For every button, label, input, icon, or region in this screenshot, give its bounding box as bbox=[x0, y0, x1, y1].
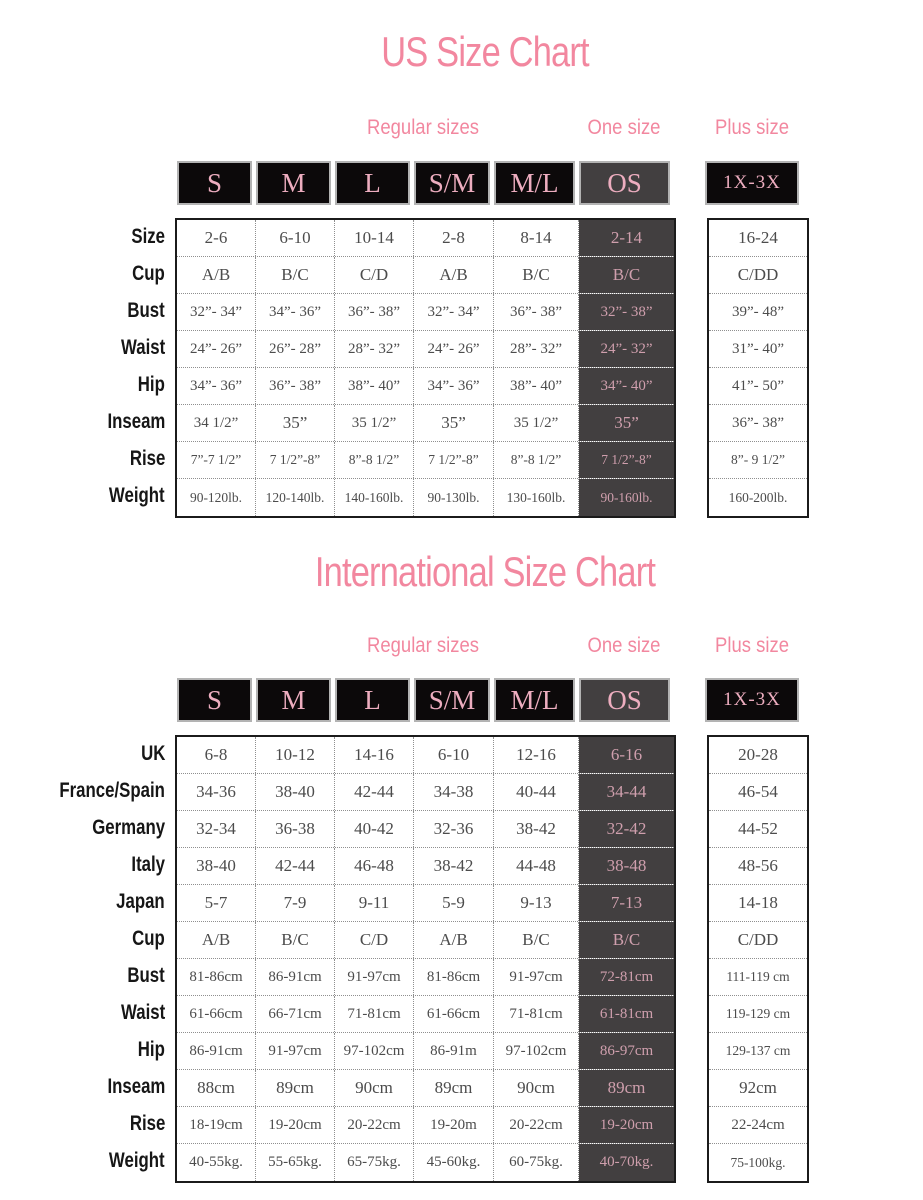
cell-inseam-os: 35” bbox=[579, 405, 674, 441]
cell-inseam-s-m: 35” bbox=[414, 405, 494, 441]
table-row bbox=[177, 1070, 674, 1107]
row-label-cup bbox=[30, 255, 175, 292]
cell-weight-l: 140-160lb. bbox=[335, 479, 414, 516]
column-header-1x-3x: 1X-3X bbox=[705, 678, 799, 722]
cell-japan-1x-3x: 14-18 bbox=[709, 885, 807, 922]
cell-inseam-l: 90cm bbox=[335, 1070, 414, 1106]
main-size-table bbox=[175, 735, 676, 1183]
column-header-m: M bbox=[256, 161, 331, 205]
cell-cup-1x-3x: C/DD bbox=[709, 257, 807, 294]
cell-bust-1x-3x: 111-119 cm bbox=[709, 959, 807, 996]
row-label-bust bbox=[30, 957, 175, 994]
cell-uk-l: 14-16 bbox=[335, 737, 414, 773]
cell-rise-m: 19-20cm bbox=[256, 1107, 335, 1143]
cell-size-s: 2-6 bbox=[177, 220, 256, 256]
cell-uk-m: 10-12 bbox=[256, 737, 335, 773]
one-size-label: One size bbox=[587, 634, 661, 657]
cell-waist-1x-3x: 31”- 40” bbox=[709, 331, 807, 368]
cell-bust-os: 72-81cm bbox=[579, 959, 674, 995]
cell-inseam-m: 35” bbox=[256, 405, 335, 441]
table-row bbox=[177, 848, 674, 885]
row-label-text: Weight bbox=[109, 1148, 165, 1172]
cell-cup-1x-3x: C/DD bbox=[709, 922, 807, 959]
cell-rise-s-m: 19-20m bbox=[414, 1107, 494, 1143]
cell-weight-os: 40-70kg. bbox=[579, 1144, 674, 1181]
cell-uk-m-l: 12-16 bbox=[494, 737, 579, 773]
table-row bbox=[177, 774, 674, 811]
cell-waist-1x-3x: 119-129 cm bbox=[709, 996, 807, 1033]
regular-sizes-label: Regular sizes bbox=[367, 116, 479, 139]
plus-size-label: Plus size bbox=[715, 116, 789, 139]
row-label-inseam bbox=[30, 1068, 175, 1105]
cell-rise-1x-3x: 8”- 9 1/2” bbox=[709, 442, 807, 479]
cell-uk-os: 6-16 bbox=[579, 737, 674, 773]
cell-france-spain-l: 42-44 bbox=[335, 774, 414, 810]
cell-rise-m-l: 8”-8 1/2” bbox=[494, 442, 579, 478]
regular-sizes-label: Regular sizes bbox=[367, 634, 479, 657]
cell-hip-m: 91-97cm bbox=[256, 1033, 335, 1069]
cell-waist-l: 71-81cm bbox=[335, 996, 414, 1032]
cell-hip-os: 86-97cm bbox=[579, 1033, 674, 1069]
cell-weight-m-l: 130-160lb. bbox=[494, 479, 579, 516]
row-label-text: Size bbox=[131, 224, 165, 248]
table-row bbox=[177, 959, 674, 996]
cell-size-os: 2-14 bbox=[579, 220, 674, 256]
cell-france-spain-s-m: 34-38 bbox=[414, 774, 494, 810]
cell-germany-1x-3x: 44-52 bbox=[709, 811, 807, 848]
row-label-text: Inseam bbox=[107, 409, 165, 433]
row-label-rise bbox=[30, 440, 175, 477]
row-label-text: Bust bbox=[127, 963, 165, 987]
cell-inseam-1x-3x: 92cm bbox=[709, 1070, 807, 1107]
cell-waist-os: 24”- 32” bbox=[579, 331, 674, 367]
row-labels bbox=[30, 735, 175, 1183]
cell-hip-l: 38”- 40” bbox=[335, 368, 414, 404]
cell-inseam-l: 35 1/2” bbox=[335, 405, 414, 441]
table-row bbox=[177, 442, 674, 479]
international-size-chart-section bbox=[0, 548, 923, 1183]
cell-france-spain-m-l: 40-44 bbox=[494, 774, 579, 810]
cell-weight-l: 65-75kg. bbox=[335, 1144, 414, 1181]
cell-italy-s-m: 38-42 bbox=[414, 848, 494, 884]
row-labels bbox=[30, 218, 175, 518]
cell-weight-1x-3x: 160-200lb. bbox=[728, 489, 788, 505]
cell-rise-s: 7”-7 1/2” bbox=[177, 442, 256, 478]
column-header-m-l: M/L bbox=[494, 678, 575, 722]
cell-weight-os: 90-160lb. bbox=[579, 479, 674, 516]
cell-france-spain-s: 34-36 bbox=[177, 774, 256, 810]
row-label-text: Waist bbox=[120, 335, 165, 359]
row-label-text: Hip bbox=[137, 1037, 165, 1061]
plus-size-label: Plus size bbox=[715, 634, 789, 657]
us-size-chart-section bbox=[0, 0, 923, 518]
column-header-os: OS bbox=[579, 161, 670, 205]
cell-japan-s: 5-7 bbox=[177, 885, 256, 921]
cell-waist-l: 28”- 32” bbox=[335, 331, 414, 367]
row-label-text: Germany bbox=[92, 815, 165, 839]
cell-hip-1x-3x: 41”- 50” bbox=[709, 368, 807, 405]
cell-rise-l: 8”-8 1/2” bbox=[335, 442, 414, 478]
cell-bust-m: 86-91cm bbox=[256, 959, 335, 995]
row-label-text: Hip bbox=[137, 372, 165, 396]
column-header-os: OS bbox=[579, 678, 670, 722]
cell-cup-s: A/B bbox=[177, 922, 256, 958]
cell-weight-s-m: 90-130lb. bbox=[414, 479, 494, 516]
cell-inseam-1x-3x: 36”- 38” bbox=[709, 405, 807, 442]
column-header-m: M bbox=[256, 678, 331, 722]
intl-chart-title: International Size Chart bbox=[314, 548, 656, 595]
cell-uk-s-m: 6-10 bbox=[414, 737, 494, 773]
cell-inseam-s: 34 1/2” bbox=[177, 405, 256, 441]
row-label-text: Rise bbox=[129, 446, 165, 470]
row-label-text: Italy bbox=[131, 852, 165, 876]
cell-size-l: 10-14 bbox=[335, 220, 414, 256]
cell-hip-1x-3x: 129-137 cm bbox=[709, 1033, 807, 1070]
cell-italy-os: 38-48 bbox=[579, 848, 674, 884]
cell-weight-m: 120-140lb. bbox=[256, 479, 335, 516]
table-row bbox=[177, 885, 674, 922]
cell-uk-s: 6-8 bbox=[177, 737, 256, 773]
column-header-l: L bbox=[335, 161, 410, 205]
cell-germany-s-m: 32-36 bbox=[414, 811, 494, 847]
cell-waist-m-l: 28”- 32” bbox=[494, 331, 579, 367]
cell-cup-m: B/C bbox=[256, 257, 335, 293]
cell-germany-os: 32-42 bbox=[579, 811, 674, 847]
cell-japan-os: 7-13 bbox=[579, 885, 674, 921]
table-row bbox=[177, 220, 674, 257]
row-label-italy bbox=[30, 846, 175, 883]
row-label-text: Cup bbox=[132, 261, 165, 285]
cell-france-spain-m: 38-40 bbox=[256, 774, 335, 810]
row-label-cup bbox=[30, 920, 175, 957]
cell-hip-m-l: 38”- 40” bbox=[494, 368, 579, 404]
row-label-weight bbox=[30, 1142, 175, 1179]
cell-inseam-s: 88cm bbox=[177, 1070, 256, 1106]
cell-hip-os: 34”- 40” bbox=[579, 368, 674, 404]
cell-japan-m: 7-9 bbox=[256, 885, 335, 921]
cell-weight-s: 90-120lb. bbox=[177, 479, 256, 516]
cell-inseam-os: 89cm bbox=[579, 1070, 674, 1106]
cell-cup-os: B/C bbox=[579, 922, 674, 958]
cell-germany-m-l: 38-42 bbox=[494, 811, 579, 847]
row-label-text: Cup bbox=[132, 926, 165, 950]
cell-cup-os: B/C bbox=[579, 257, 674, 293]
us-title-row bbox=[0, 28, 923, 76]
table-row bbox=[177, 1107, 674, 1144]
cell-bust-s: 32”- 34” bbox=[177, 294, 256, 330]
cell-germany-l: 40-42 bbox=[335, 811, 414, 847]
table-row bbox=[177, 737, 674, 774]
cell-bust-m-l: 91-97cm bbox=[494, 959, 579, 995]
cell-italy-s: 38-40 bbox=[177, 848, 256, 884]
cell-bust-os: 32”- 38” bbox=[579, 294, 674, 330]
cell-rise-m: 7 1/2”-8” bbox=[256, 442, 335, 478]
cell-hip-s: 86-91cm bbox=[177, 1033, 256, 1069]
one-size-label: One size bbox=[587, 116, 661, 139]
row-label-size bbox=[30, 218, 175, 255]
row-label-hip bbox=[30, 366, 175, 403]
plus-size-table bbox=[707, 218, 809, 518]
cell-bust-m: 34”- 36” bbox=[256, 294, 335, 330]
table-row bbox=[177, 257, 674, 294]
chart-body bbox=[30, 735, 923, 1183]
cell-bust-s-m: 32”- 34” bbox=[414, 294, 494, 330]
cell-japan-l: 9-11 bbox=[335, 885, 414, 921]
cell-bust-l: 91-97cm bbox=[335, 959, 414, 995]
row-label-bust bbox=[30, 292, 175, 329]
row-label-hip bbox=[30, 1031, 175, 1068]
table-row bbox=[177, 479, 674, 516]
row-label-inseam bbox=[30, 403, 175, 440]
cell-cup-m-l: B/C bbox=[494, 922, 579, 958]
row-label-waist bbox=[30, 994, 175, 1031]
table-row bbox=[177, 1144, 674, 1181]
row-label-waist bbox=[30, 329, 175, 366]
chart-body bbox=[30, 218, 923, 518]
cell-weight-m: 55-65kg. bbox=[256, 1144, 335, 1181]
column-header-s: S bbox=[177, 161, 252, 205]
us-chart-title: US Size Chart bbox=[381, 28, 589, 75]
row-label-text: Inseam bbox=[107, 1074, 165, 1098]
cell-waist-m-l: 71-81cm bbox=[494, 996, 579, 1032]
cell-italy-1x-3x: 48-56 bbox=[709, 848, 807, 885]
cell-cup-s-m: A/B bbox=[414, 257, 494, 293]
cell-italy-m-l: 44-48 bbox=[494, 848, 579, 884]
cell-cup-m-l: B/C bbox=[494, 257, 579, 293]
cell-cup-s: A/B bbox=[177, 257, 256, 293]
cell-bust-s-m: 81-86cm bbox=[414, 959, 494, 995]
cell-bust-1x-3x: 39”- 48” bbox=[709, 294, 807, 331]
cell-hip-m-l: 97-102cm bbox=[494, 1033, 579, 1069]
cell-bust-l: 36”- 38” bbox=[335, 294, 414, 330]
cell-inseam-m: 89cm bbox=[256, 1070, 335, 1106]
cell-cup-s-m: A/B bbox=[414, 922, 494, 958]
table-row bbox=[177, 996, 674, 1033]
cell-waist-os: 61-81cm bbox=[579, 996, 674, 1032]
main-size-table bbox=[175, 218, 676, 518]
column-header-m-l: M/L bbox=[494, 161, 575, 205]
cell-hip-m: 36”- 38” bbox=[256, 368, 335, 404]
cell-weight-m-l: 60-75kg. bbox=[494, 1144, 579, 1181]
column-header-1x-3x: 1X-3X bbox=[705, 161, 799, 205]
cell-hip-s-m: 86-91m bbox=[414, 1033, 494, 1069]
cell-waist-s: 61-66cm bbox=[177, 996, 256, 1032]
cell-rise-os: 7 1/2”-8” bbox=[579, 442, 674, 478]
cell-waist-s: 24”- 26” bbox=[177, 331, 256, 367]
column-headers bbox=[175, 161, 923, 205]
table-row bbox=[177, 405, 674, 442]
row-label-text: Bust bbox=[127, 298, 165, 322]
column-header-s-m: S/M bbox=[414, 161, 490, 205]
row-label-text: UK bbox=[140, 741, 165, 765]
table-row bbox=[177, 368, 674, 405]
cell-france-spain-os: 34-44 bbox=[579, 774, 674, 810]
cell-weight-s: 40-55kg. bbox=[177, 1144, 256, 1181]
cell-inseam-m-l: 35 1/2” bbox=[494, 405, 579, 441]
row-label-text: Rise bbox=[129, 1111, 165, 1135]
us-group-labels bbox=[0, 116, 923, 139]
cell-waist-s-m: 24”- 26” bbox=[414, 331, 494, 367]
table-row bbox=[177, 294, 674, 331]
column-header-l: L bbox=[335, 678, 410, 722]
cell-hip-s: 34”- 36” bbox=[177, 368, 256, 404]
cell-germany-s: 32-34 bbox=[177, 811, 256, 847]
cell-rise-l: 20-22cm bbox=[335, 1107, 414, 1143]
cell-germany-m: 36-38 bbox=[256, 811, 335, 847]
row-label-japan bbox=[30, 883, 175, 920]
cell-waist-m: 66-71cm bbox=[256, 996, 335, 1032]
cell-inseam-s-m: 89cm bbox=[414, 1070, 494, 1106]
cell-rise-os: 19-20cm bbox=[579, 1107, 674, 1143]
cell-size-1x-3x: 16-24 bbox=[709, 220, 807, 257]
cell-italy-m: 42-44 bbox=[256, 848, 335, 884]
cell-hip-s-m: 34”- 36” bbox=[414, 368, 494, 404]
row-label-text: Japan bbox=[116, 889, 165, 913]
intl-title-row bbox=[0, 548, 923, 596]
row-label-weight bbox=[30, 477, 175, 514]
cell-bust-s: 81-86cm bbox=[177, 959, 256, 995]
cell-rise-1x-3x: 22-24cm bbox=[709, 1107, 807, 1144]
column-headers bbox=[175, 678, 923, 722]
row-label-text: France/Spain bbox=[59, 778, 165, 802]
cell-rise-s-m: 7 1/2”-8” bbox=[414, 442, 494, 478]
table-row bbox=[177, 811, 674, 848]
cell-japan-m-l: 9-13 bbox=[494, 885, 579, 921]
cell-cup-l: C/D bbox=[335, 922, 414, 958]
cell-waist-s-m: 61-66cm bbox=[414, 996, 494, 1032]
row-label-text: Weight bbox=[109, 483, 165, 507]
row-label-text: Waist bbox=[120, 1000, 165, 1024]
cell-inseam-m-l: 90cm bbox=[494, 1070, 579, 1106]
cell-bust-m-l: 36”- 38” bbox=[494, 294, 579, 330]
cell-france-spain-1x-3x: 46-54 bbox=[709, 774, 807, 811]
table-row bbox=[177, 922, 674, 959]
cell-weight-1x-3x: 75-100kg. bbox=[730, 1154, 786, 1170]
cell-japan-s-m: 5-9 bbox=[414, 885, 494, 921]
cell-size-s-m: 2-8 bbox=[414, 220, 494, 256]
international-size-table bbox=[0, 678, 923, 1183]
intl-group-labels bbox=[0, 634, 923, 657]
row-label-france-spain bbox=[30, 772, 175, 809]
row-label-germany bbox=[30, 809, 175, 846]
cell-italy-l: 46-48 bbox=[335, 848, 414, 884]
cell-rise-m-l: 20-22cm bbox=[494, 1107, 579, 1143]
cell-cup-l: C/D bbox=[335, 257, 414, 293]
column-header-s: S bbox=[177, 678, 252, 722]
cell-size-m: 6-10 bbox=[256, 220, 335, 256]
cell-hip-l: 97-102cm bbox=[335, 1033, 414, 1069]
column-header-s-m: S/M bbox=[414, 678, 490, 722]
cell-size-m-l: 8-14 bbox=[494, 220, 579, 256]
cell-rise-s: 18-19cm bbox=[177, 1107, 256, 1143]
table-row bbox=[177, 1033, 674, 1070]
plus-size-table bbox=[707, 735, 809, 1183]
cell-cup-m: B/C bbox=[256, 922, 335, 958]
table-row bbox=[177, 331, 674, 368]
us-size-table bbox=[0, 161, 923, 518]
cell-weight-s-m: 45-60kg. bbox=[414, 1144, 494, 1181]
row-label-rise bbox=[30, 1105, 175, 1142]
cell-waist-m: 26”- 28” bbox=[256, 331, 335, 367]
cell-uk-1x-3x: 20-28 bbox=[709, 737, 807, 774]
row-label-uk bbox=[30, 735, 175, 772]
